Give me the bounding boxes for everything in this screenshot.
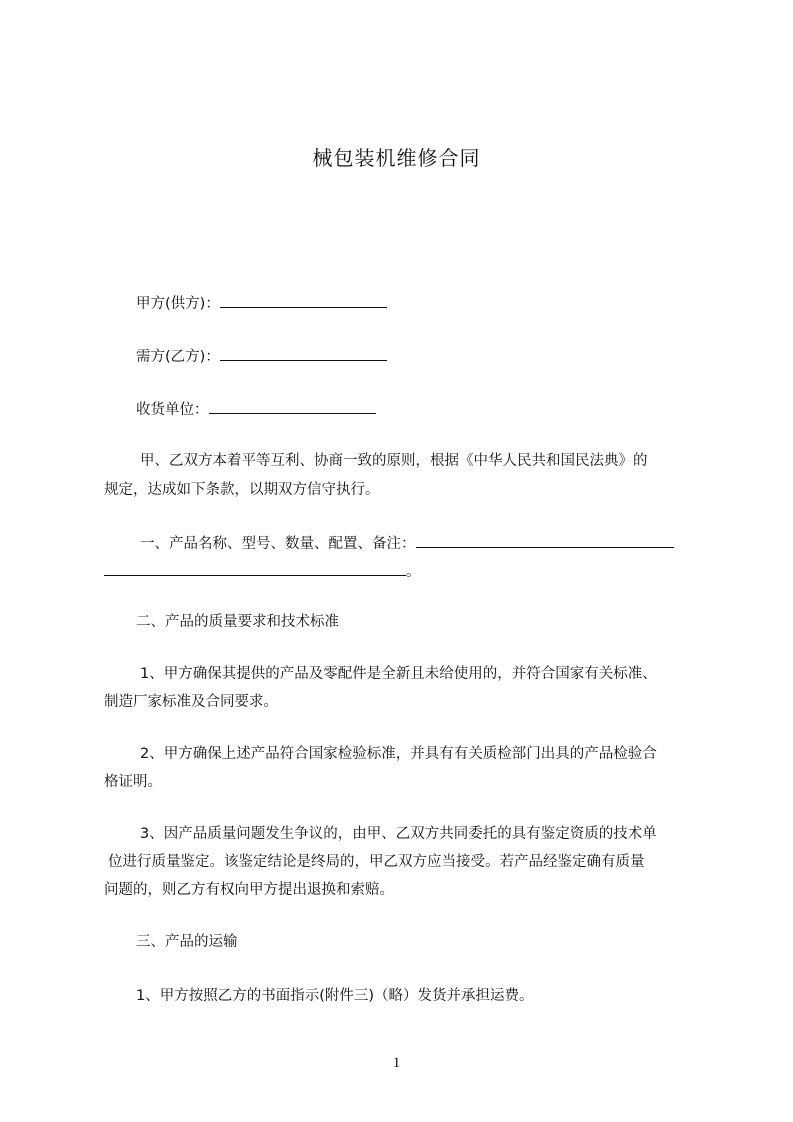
section-3-heading: 三、产品的运输: [136, 934, 238, 950]
section-3-item-1: 1、甲方按照乙方的书面指示(附件三)（略）发货并承担运费。: [136, 988, 534, 1004]
section-2-item-2-line-1: 2、甲方确保上述产品符合国家检验标准，并具有有关质检部门出具的产品检验合: [140, 746, 657, 762]
receiver-blank: [209, 398, 376, 414]
section-2-item-3-line-3: 问题的，则乙方有权向甲方提出退换和索赔。: [104, 882, 394, 898]
section-1-blank-1: [416, 532, 674, 548]
page-number: 1: [392, 1055, 401, 1071]
receiver-label: 收货单位：: [136, 402, 209, 418]
section-1-heading: 一、产品名称、型号、数量、配置、备注：: [140, 536, 416, 552]
section-2-item-2-line-2: 格证明。: [104, 774, 162, 790]
section-1-blank-2: [104, 560, 406, 576]
receiver-row: [136, 398, 376, 420]
document-title: 械包装机维修合同: [312, 146, 481, 170]
section-2-item-3-line-2: 位进行质量鉴定。该鉴定结论是终局的，甲乙双方应当接受。若产品经鉴定确有质量: [108, 854, 645, 870]
section-1-continuation: [104, 560, 421, 582]
party-a-label: 甲方(供方)：: [136, 296, 220, 312]
preamble-line-1: 甲、乙双方本着平等互利、协商一致的原则，根据《中华人民共和国民法典》的: [140, 453, 648, 469]
section-2-item-1-line-1: 1、甲方确保其提供的产品及零配件是全新且未给使用的，并符合国家有关标准、: [140, 666, 657, 682]
section-2-item-3-line-1: 3、因产品质量问题发生争议的，由甲、乙双方共同委托的具有鉴定资质的技术单: [140, 826, 657, 842]
section-1-end-mark: 。: [406, 564, 421, 580]
preamble-line-2: 规定，达成如下条款，以期双方信守执行。: [104, 482, 380, 498]
party-a-blank: [220, 292, 387, 308]
party-b-row: [136, 345, 387, 367]
section-2-item-1-line-2: 制造厂家标准及合同要求。: [104, 694, 278, 710]
party-b-blank: [220, 345, 387, 361]
party-a-row: [136, 292, 387, 314]
section-2-heading: 二、产品的质量要求和技术标准: [136, 614, 339, 630]
section-1-row: [140, 532, 674, 554]
party-b-label: 需方(乙方)：: [136, 349, 220, 365]
